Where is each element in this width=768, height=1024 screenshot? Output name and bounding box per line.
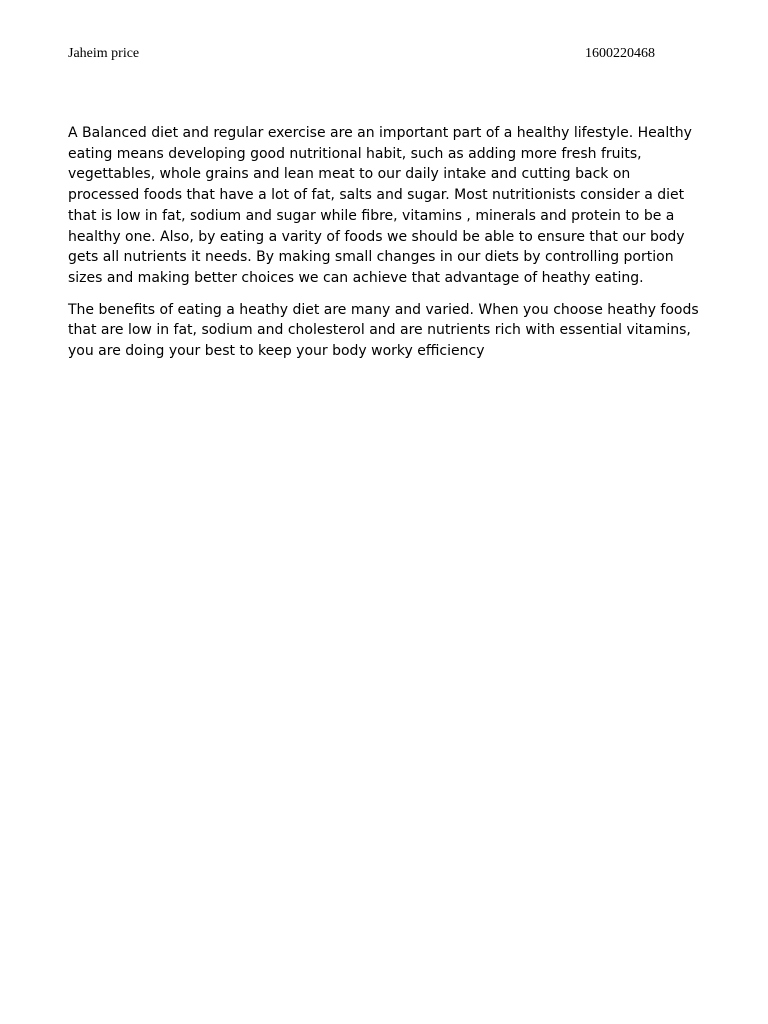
page-header (68, 46, 655, 66)
author-name: Jaheim price (68, 46, 140, 61)
document-body (68, 123, 702, 373)
paragraph-2: The benefits of eating a heathy diet are many and varied. When you choose heathy foods that are low in fat, sodium and cholesterol and are nutrients rich with essential vitamins, you are doing your best to keep your body worky efficiency (68, 301, 699, 360)
student-id: 1600220468 (585, 46, 655, 61)
paragraph-1: A Balanced diet and regular exercise are an important part of a healthy lifestyle. Healthy eating means developing good nutritional habit, such as adding more fresh fruits, vegettables, whole grains and lean meat to our daily intake and cutting back on processed foods that have a lot of fat, salts and sugar. Most nutritionists consider a diet that is low in fat, sodium and sugar while fibre, vitamins , minerals and protein to be a healthy one. Also, by eating a varity of foods we should be able to ensure that our body gets all nutrients it needs. By making small changes in our diets by controlling portion sizes and making better choices we can achieve that advantage of heathy eating. (68, 125, 692, 286)
